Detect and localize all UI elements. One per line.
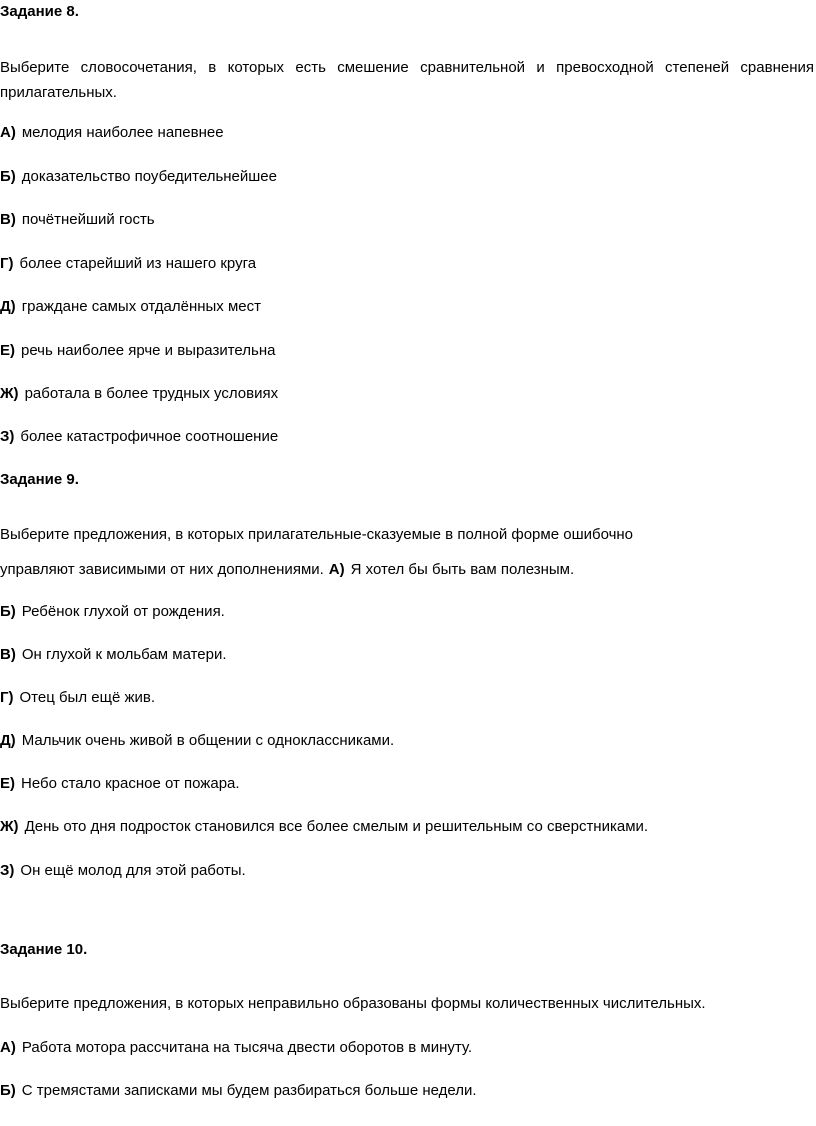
option-text: Я хотел бы быть вам полезным.: [350, 561, 575, 578]
task9-question-line1: Выберите предложения, в которых прилагательные-сказуемые в полной форме ошибочно: [0, 526, 634, 543]
option-letter: Б): [0, 603, 16, 620]
option-text: Ребёнок глухой от рождения.: [21, 603, 225, 620]
option-text: С тремястами записками мы будем разбираться больше недели.: [21, 1082, 477, 1099]
task8-option-z: [0, 427, 278, 447]
option-letter: В): [0, 646, 16, 663]
option-letter: А): [328, 561, 345, 578]
task8-option-v: [0, 210, 155, 230]
task9-title: Задание 9.: [0, 471, 79, 488]
task10-option-a: [0, 1038, 472, 1058]
option-letter: Б): [0, 168, 16, 185]
task8-option-e: [0, 341, 275, 361]
option-letter: Е): [0, 775, 15, 792]
task10-option-b: [0, 1081, 477, 1101]
option-letter: З): [0, 862, 15, 879]
option-letter: Д): [0, 298, 16, 315]
option-letter: Г): [0, 689, 14, 706]
option-text: речь наиболее ярче и выразительна: [21, 342, 276, 359]
option-text: День ото дня подросток становился все более смелым и решительным со сверстниками.: [24, 818, 649, 835]
option-text: Небо стало красное от пожара.: [21, 775, 240, 792]
option-text: Мальчик очень живой в общении с одноклассниками.: [21, 732, 395, 749]
task8-option-a: [0, 123, 224, 143]
option-letter: А): [0, 124, 16, 141]
task8-option-zh: [0, 384, 278, 404]
option-letter: Ж): [0, 818, 19, 835]
option-letter: Г): [0, 255, 14, 272]
task9-option-e: [0, 774, 240, 794]
task9-option-v: [0, 645, 227, 665]
option-text: более старейший из нашего круга: [19, 255, 257, 272]
task8-title: Задание 8.: [0, 3, 79, 20]
option-text: доказательство поубедительнейшее: [21, 168, 277, 185]
task9-option-zh: [0, 817, 648, 837]
task9-question-line2: [0, 560, 574, 580]
task9-option-d: [0, 731, 394, 751]
task8-option-g: [0, 254, 256, 274]
option-text: Отец был ещё жив.: [19, 689, 156, 706]
option-letter: Б): [0, 1082, 16, 1099]
option-text: более катастрофичное соотношение: [20, 428, 279, 445]
option-text: Он ещё молод для этой работы.: [20, 862, 246, 879]
option-letter: Е): [0, 342, 15, 359]
task8-question: Выберите словосочетания, в которых есть смешение сравнительной и превосходной степеней сравнения прилагательных.: [0, 59, 814, 101]
task10-title: Задание 10.: [0, 941, 88, 958]
option-text: мелодия наиболее напевнее: [21, 124, 224, 141]
task10-question: Выберите предложения, в которых неправильно образованы формы количественных числительных.: [0, 995, 706, 1012]
option-text: почётнейший гость: [21, 211, 155, 228]
task8-option-d: [0, 297, 261, 317]
option-letter: В): [0, 211, 16, 228]
option-letter: Ж): [0, 385, 19, 402]
option-letter: З): [0, 428, 15, 445]
task9-question-end: управляют зависимыми от них дополнениями.: [0, 561, 324, 578]
option-text: Работа мотора рассчитана на тысяча двести оборотов в минуту.: [21, 1039, 473, 1056]
option-letter: А): [0, 1039, 16, 1056]
option-text: работала в более трудных условиях: [24, 385, 279, 402]
option-letter: Д): [0, 732, 16, 749]
option-text: Он глухой к мольбам матери.: [21, 646, 227, 663]
task8-option-b: [0, 167, 277, 187]
task9-option-z: [0, 861, 246, 881]
option-text: граждане самых отдалённых мест: [21, 298, 261, 315]
task9-option-b: [0, 602, 225, 622]
task9-option-g: [0, 688, 155, 708]
